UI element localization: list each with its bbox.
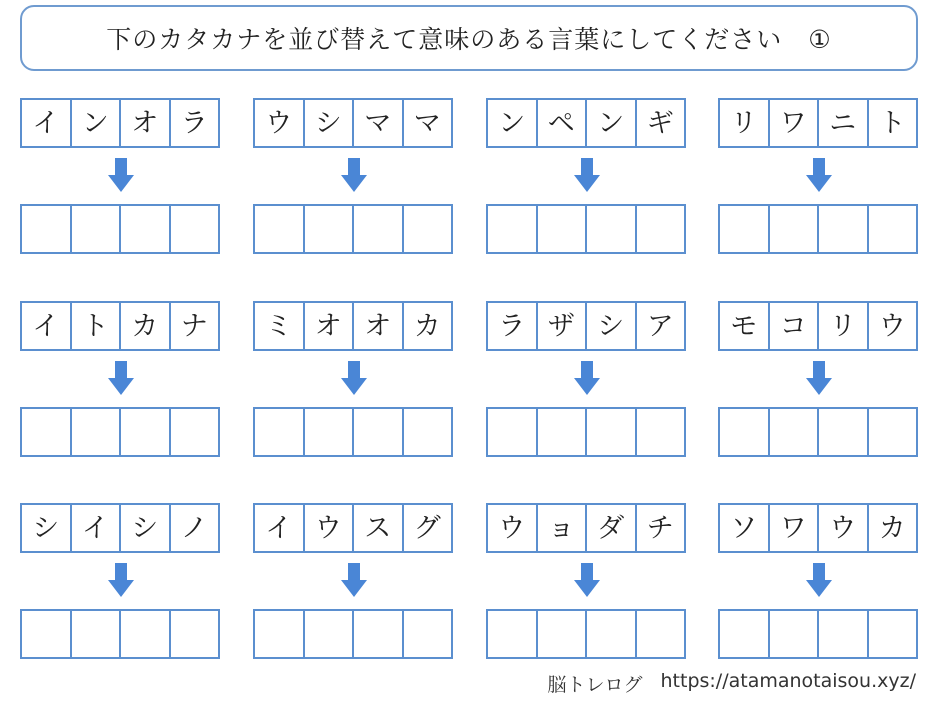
scrambled-letters (20, 503, 220, 553)
puzzle-5 (20, 301, 222, 459)
letter-cell: ノ (180, 512, 208, 544)
answer-cell[interactable] (255, 409, 305, 455)
answer-boxes (20, 204, 220, 254)
answer-cell[interactable] (488, 409, 538, 455)
puzzle-9 (20, 503, 222, 661)
letter-cell: ン (587, 100, 637, 146)
letter-cell: ソ (720, 505, 770, 551)
answer-boxes (486, 204, 686, 254)
answer-cell[interactable] (488, 206, 538, 252)
letter-cell: マ (354, 100, 404, 146)
letter-cell: ン (72, 100, 122, 146)
answer-cell[interactable] (72, 611, 122, 657)
answer-cell[interactable] (255, 206, 305, 252)
down-arrow-icon (806, 563, 832, 597)
scrambled-letters (486, 503, 686, 553)
letter-cell: ラ (488, 303, 538, 349)
answer-boxes (718, 204, 918, 254)
letter-cell: カ (121, 303, 171, 349)
answer-boxes (20, 407, 220, 457)
letter-cell: ナ (180, 310, 208, 342)
scrambled-letters (486, 301, 686, 351)
footer (547, 670, 916, 697)
down-arrow-icon (806, 361, 832, 395)
letter-cell: ザ (538, 303, 588, 349)
letter-cell: イ (22, 100, 72, 146)
letter-cell: グ (413, 512, 441, 544)
page-title: 下のカタカナを並び替えて意味のある言葉にしてください ① (106, 25, 832, 54)
letter-cell: シ (22, 505, 72, 551)
puzzle-11 (486, 503, 688, 661)
down-arrow-icon (108, 361, 134, 395)
letter-cell: イ (22, 303, 72, 349)
answer-cell[interactable] (587, 611, 637, 657)
letter-cell: オ (305, 303, 355, 349)
answer-cell[interactable] (587, 206, 637, 252)
letter-cell: カ (878, 512, 906, 544)
scrambled-letters (253, 503, 453, 553)
answer-boxes (718, 609, 918, 659)
answer-cell[interactable] (869, 409, 917, 455)
letter-cell: ミ (255, 303, 305, 349)
letter-cell: ス (354, 505, 404, 551)
answer-cell[interactable] (72, 409, 122, 455)
answer-cell[interactable] (121, 409, 171, 455)
answer-boxes (486, 407, 686, 457)
letter-cell: コ (770, 303, 820, 349)
letter-cell: オ (354, 303, 404, 349)
letter-cell: ワ (770, 505, 820, 551)
letter-cell: イ (72, 505, 122, 551)
letter-cell: ウ (255, 100, 305, 146)
answer-cell[interactable] (538, 409, 588, 455)
answer-cell[interactable] (720, 611, 770, 657)
letter-cell: チ (646, 512, 674, 544)
scrambled-letters (486, 98, 686, 148)
down-arrow-icon (341, 361, 367, 395)
down-arrow-icon (574, 158, 600, 192)
scrambled-letters (253, 301, 453, 351)
puzzle-2 (253, 98, 455, 256)
letter-cell: シ (587, 303, 637, 349)
answer-cell[interactable] (305, 206, 355, 252)
answer-cell[interactable] (819, 409, 869, 455)
letter-cell: ラ (180, 107, 208, 139)
answer-cell[interactable] (637, 206, 685, 252)
answer-cell[interactable] (354, 206, 404, 252)
letter-cell: シ (305, 100, 355, 146)
letter-cell: オ (121, 100, 171, 146)
answer-cell[interactable] (404, 611, 452, 657)
letter-cell: ン (488, 100, 538, 146)
answer-cell[interactable] (720, 206, 770, 252)
answer-boxes (253, 609, 453, 659)
puzzle-6 (253, 301, 455, 459)
puzzle-1 (20, 98, 222, 256)
letter-cell: マ (413, 107, 441, 139)
scrambled-letters (718, 301, 918, 351)
answer-cell[interactable] (171, 409, 219, 455)
answer-cell[interactable] (404, 206, 452, 252)
answer-cell[interactable] (587, 409, 637, 455)
letter-cell: ウ (878, 310, 906, 342)
answer-cell[interactable] (22, 611, 72, 657)
down-arrow-icon (574, 361, 600, 395)
answer-cell[interactable] (770, 409, 820, 455)
scrambled-letters (718, 98, 918, 148)
answer-boxes (253, 407, 453, 457)
scrambled-letters (253, 98, 453, 148)
down-arrow-icon (574, 563, 600, 597)
letter-cell: シ (121, 505, 171, 551)
down-arrow-icon (806, 158, 832, 192)
scrambled-letters (20, 301, 220, 351)
puzzle-4 (718, 98, 920, 256)
answer-cell[interactable] (72, 206, 122, 252)
puzzle-7 (486, 301, 688, 459)
answer-cell[interactable] (819, 611, 869, 657)
answer-cell[interactable] (354, 611, 404, 657)
letter-cell: ト (878, 107, 906, 139)
letter-cell: ペ (538, 100, 588, 146)
answer-cell[interactable] (22, 206, 72, 252)
down-arrow-icon (108, 563, 134, 597)
answer-cell[interactable] (869, 611, 917, 657)
answer-cell[interactable] (770, 206, 820, 252)
letter-cell: ト (72, 303, 122, 349)
letter-cell: ニ (819, 100, 869, 146)
answer-cell[interactable] (305, 611, 355, 657)
answer-cell[interactable] (255, 611, 305, 657)
letter-cell: ダ (587, 505, 637, 551)
letter-cell: ア (646, 310, 674, 342)
footer-brand: 脳トレログ (547, 674, 643, 696)
puzzle-3 (486, 98, 688, 256)
answer-cell[interactable] (121, 206, 171, 252)
puzzle-8 (718, 301, 920, 459)
answer-cell[interactable] (637, 611, 685, 657)
answer-boxes (253, 204, 453, 254)
scrambled-letters (20, 98, 220, 148)
answer-boxes (20, 609, 220, 659)
answer-cell[interactable] (171, 206, 219, 252)
letter-cell: ョ (538, 505, 588, 551)
answer-cell[interactable] (171, 611, 219, 657)
scrambled-letters (718, 503, 918, 553)
down-arrow-icon (108, 158, 134, 192)
letter-cell: リ (819, 303, 869, 349)
puzzle-10 (253, 503, 455, 661)
answer-cell[interactable] (22, 409, 72, 455)
answer-cell[interactable] (121, 611, 171, 657)
title-box (20, 5, 918, 71)
answer-cell[interactable] (488, 611, 538, 657)
answer-cell[interactable] (305, 409, 355, 455)
answer-boxes (486, 609, 686, 659)
answer-cell[interactable] (404, 409, 452, 455)
puzzle-12 (718, 503, 920, 661)
answer-cell[interactable] (354, 409, 404, 455)
answer-cell[interactable] (637, 409, 685, 455)
letter-cell: リ (720, 100, 770, 146)
answer-boxes (718, 407, 918, 457)
answer-cell[interactable] (538, 611, 588, 657)
letter-cell: ギ (646, 107, 674, 139)
letter-cell: ウ (819, 505, 869, 551)
letter-cell: ワ (770, 100, 820, 146)
down-arrow-icon (341, 158, 367, 192)
letter-cell: イ (255, 505, 305, 551)
answer-cell[interactable] (720, 409, 770, 455)
answer-cell[interactable] (869, 206, 917, 252)
letter-cell: カ (413, 310, 441, 342)
letter-cell: ウ (305, 505, 355, 551)
answer-cell[interactable] (819, 206, 869, 252)
down-arrow-icon (341, 563, 367, 597)
footer-url: https://atamanotaisou.xyz/ (660, 670, 916, 692)
letter-cell: ウ (488, 505, 538, 551)
letter-cell: モ (720, 303, 770, 349)
answer-cell[interactable] (770, 611, 820, 657)
answer-cell[interactable] (538, 206, 588, 252)
